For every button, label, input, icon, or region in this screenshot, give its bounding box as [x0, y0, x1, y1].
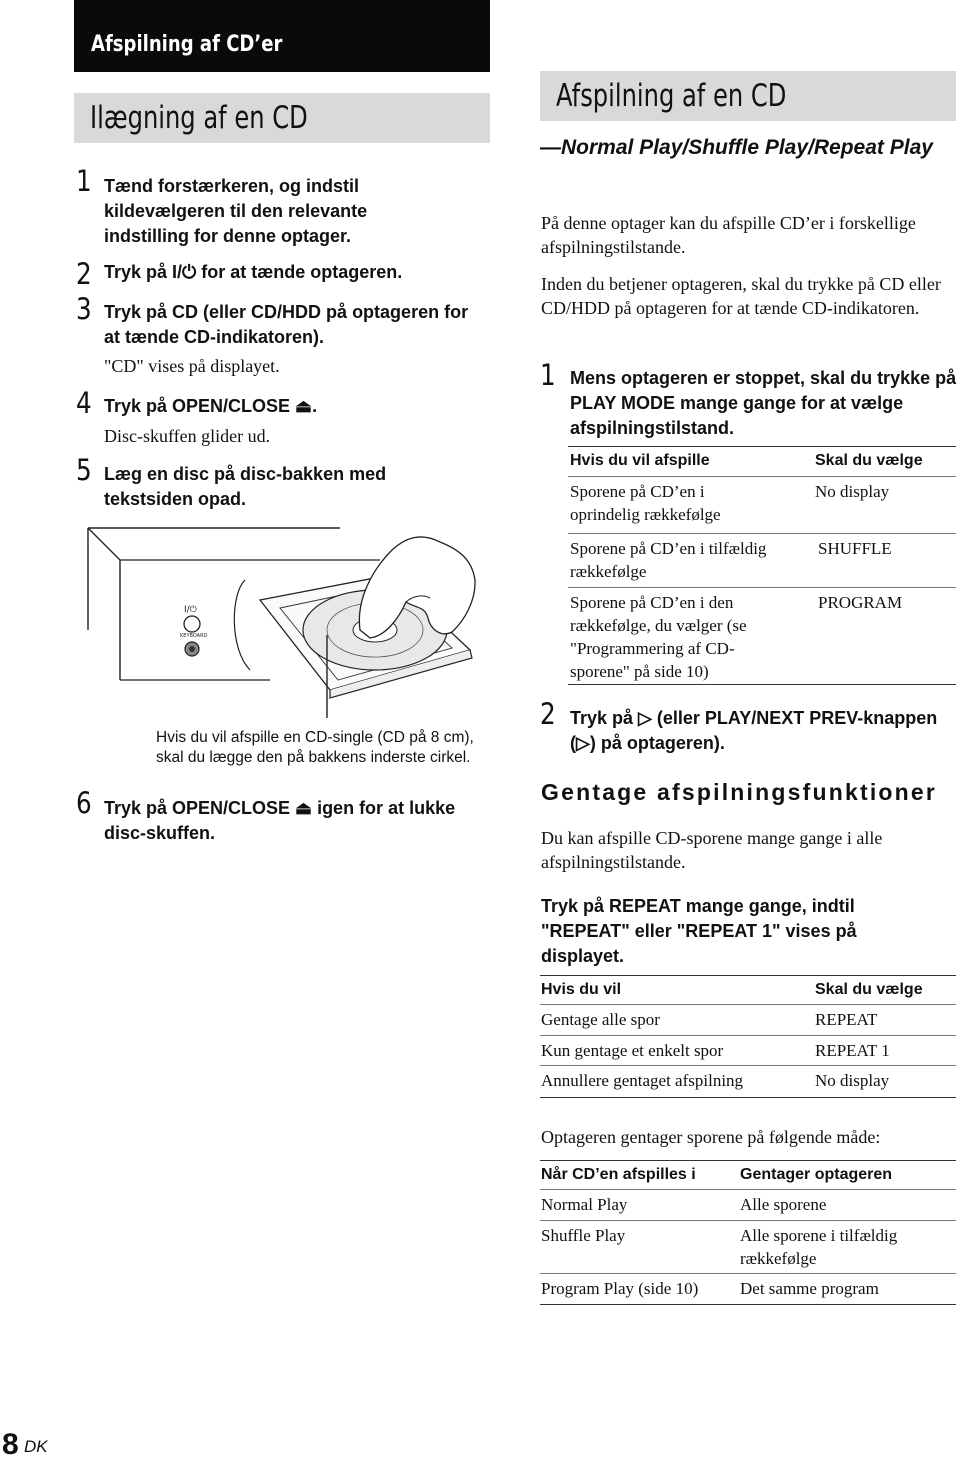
step-text: Tryk på I/⏻ for at tænde optageren. — [104, 262, 403, 282]
step-number: 2 — [76, 257, 92, 291]
intro-text: Inden du betjener optageren, skal du trykke på CD eller CD/HDD på optageren for at tænde CD-indikatoren. — [541, 274, 941, 318]
step-number: 5 — [76, 453, 92, 487]
table-cell: Alle sporene — [740, 1195, 827, 1214]
table-rule — [568, 476, 956, 477]
repeat-note: Optageren gentager sporene på følgende måde: — [541, 1127, 881, 1147]
repeat-instruction: Tryk på REPEAT mange gange, indtil "REPEAT" eller "REPEAT 1" vises på displayet. — [541, 896, 857, 966]
table-rule — [568, 446, 956, 447]
cd-tray-drawing — [80, 520, 490, 720]
table-rule — [540, 1035, 956, 1036]
table-cell: No display — [815, 1071, 890, 1090]
step-text: Tryk på OPEN/CLOSE ⏏. — [104, 396, 318, 416]
table-cell: No display — [815, 482, 890, 501]
table-header: Når CD’en afspilles i — [541, 1166, 696, 1183]
table-rule — [540, 1065, 956, 1066]
table-cell: Kun gentage et enkelt spor — [541, 1041, 724, 1060]
table-header: Hvis du vil afspille — [570, 452, 710, 469]
table-header: Skal du vælge — [815, 452, 923, 469]
table-cell: PROGRAM — [818, 593, 903, 612]
table-cell: Gentage alle spor — [541, 1010, 660, 1029]
table-rule — [568, 684, 956, 685]
table-cell: Annullere gentaget afspilning — [541, 1071, 744, 1090]
section-banner — [74, 0, 490, 72]
right-heading: Afspilning af en CD — [556, 78, 787, 114]
table-rule — [540, 1097, 956, 1098]
table-rule — [540, 1304, 956, 1305]
right-heading-bar — [540, 71, 956, 121]
table-cell: Normal Play — [541, 1195, 628, 1214]
illustration-caption: Hvis du vil afspille en CD-single (CD på 8 cm), skal du lægge den på bakkens inderste cirkel. — [156, 729, 474, 766]
table-cell: Det samme program — [740, 1279, 879, 1298]
gentage-heading: Gentage afspilningsfunktioner — [541, 779, 938, 805]
intro-text: På denne optager kan du afspille CD’er i forskellige afspilningstilstande. — [541, 213, 916, 257]
step-text: Læg en disc på disc-bakken med tekstsiden opad. — [104, 464, 387, 509]
table-cell: Program Play (side 10) — [541, 1279, 699, 1298]
table-rule — [540, 1273, 956, 1274]
step-text: Tryk på ▷ (eller PLAY/NEXT PREV-knappen (▷) på optageren). — [570, 708, 938, 753]
table-rule — [540, 1160, 956, 1161]
power-label: I/⏻ — [184, 605, 197, 615]
table-cell: REPEAT 1 — [815, 1041, 890, 1060]
table-header: Gentager optageren — [740, 1166, 893, 1183]
section-title: Afspilning af CD’er — [91, 32, 283, 57]
table-cell: Sporene på CD’en i den rækkefølge, du vælger (se "Programmering af CD-sporene" på side 10) — [570, 593, 747, 681]
table-rule — [540, 1004, 956, 1005]
power-button-drawing — [184, 616, 200, 632]
cd-tray-illustration — [80, 520, 490, 720]
left-heading: Ilægning af en CD — [90, 100, 308, 136]
step-note: Disc-skuffen glider ud. — [104, 426, 271, 446]
gentage-body: Du kan afspille CD-sporene mange gange i alle afspilningstilstande. — [541, 828, 883, 872]
step-text: Tryk på OPEN/CLOSE ⏏ igen for at lukke disc-skuffen. — [104, 798, 456, 843]
table-header: Hvis du vil — [541, 981, 622, 998]
step-number: 1 — [540, 358, 556, 392]
table-rule — [540, 975, 956, 976]
table-cell: Shuffle Play — [541, 1226, 626, 1245]
page-language: DK — [24, 1437, 48, 1456]
table-rule — [540, 1220, 956, 1221]
table-cell: Sporene på CD’en i tilfældig rækkefølge — [570, 539, 767, 581]
left-heading-bar — [74, 93, 490, 143]
step-text: Tryk på CD (eller CD/HDD på optageren for at tænde CD-indikatoren). — [104, 302, 469, 347]
subtitle: —Normal Play/Shuffle Play/Repeat Play — [540, 136, 933, 159]
table-cell: Sporene på CD’en i oprindelig rækkefølge — [570, 482, 721, 524]
keyboard-label: KEYBOARD — [180, 633, 208, 639]
table-header: Skal du vælge — [815, 981, 923, 998]
step-number: 2 — [540, 697, 556, 731]
step-number: 1 — [76, 164, 92, 198]
table-rule — [568, 587, 956, 588]
table-rule — [540, 1189, 956, 1190]
step-number: 4 — [76, 386, 92, 420]
table-cell: SHUFFLE — [818, 539, 892, 558]
step-number: 6 — [76, 786, 92, 820]
step-text: Mens optageren er stoppet, skal du trykke på PLAY MODE mange gange for at vælge afspilningstilstand. — [570, 368, 957, 438]
page-number: 8 — [2, 1428, 19, 1461]
step-text: Tænd forstærkeren, og indstil kildevælgeren til den relevante indstilling for denne optager. — [104, 176, 368, 246]
table-cell: REPEAT — [815, 1010, 878, 1029]
step-number: 3 — [76, 292, 92, 326]
step-note: "CD" vises på displayet. — [104, 356, 280, 376]
table-cell: Alle sporene i tilfældig rækkefølge — [740, 1226, 898, 1268]
table-rule — [568, 533, 956, 534]
